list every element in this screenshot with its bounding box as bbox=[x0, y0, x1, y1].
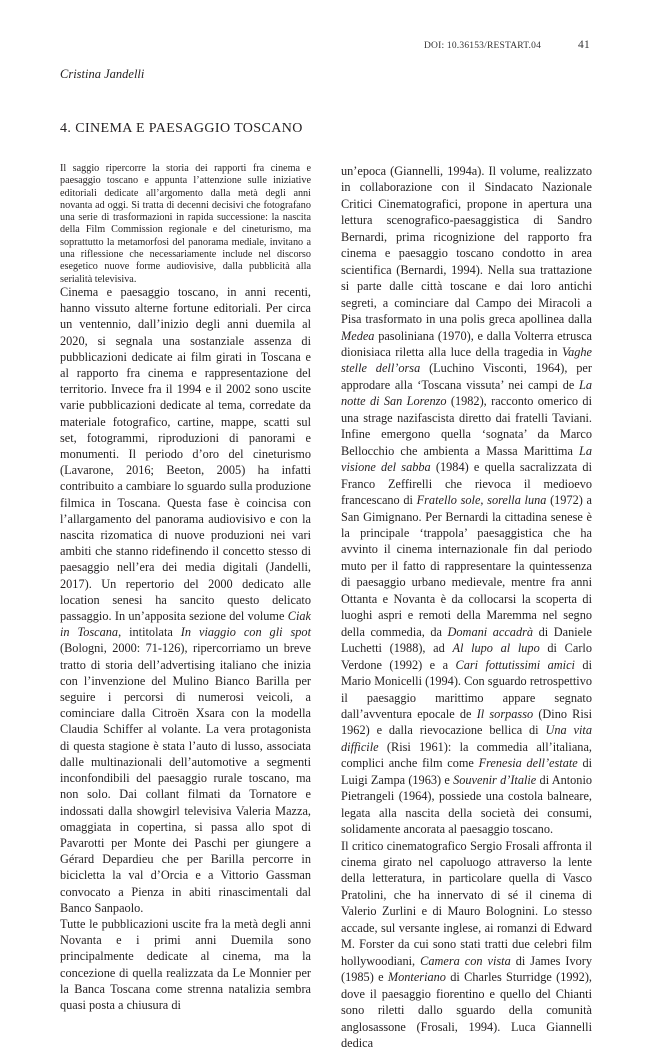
film-title: Una vita difficile bbox=[341, 723, 592, 754]
title-ciak-in-toscana: Ciak in Toscana bbox=[60, 609, 311, 640]
text-run: di James Ivory (1985) e bbox=[341, 953, 592, 985]
film-title: Souvenir d’Italie bbox=[453, 772, 537, 787]
film-title: La notte di San Lorenzo bbox=[341, 377, 592, 409]
text-run: (Risi 1961): la commedia all’italiana, complici anche film come bbox=[341, 739, 592, 771]
left-column bbox=[60, 284, 311, 1013]
running-author: Cristina Jandelli bbox=[60, 67, 145, 81]
text-run: Il critico cinematografico Sergio Frosali affronta il cinema girato nel capoluogo attraverso la lente della letteratura, in particolare quella di Vasco Pratolini, che ha innervato di sé il cinema di Valerio Zurlini e di Mauro Bolognini. Lo stesso accade, sul versante inglese, ai romanzi di Edward M. Forster da cui sono stati tratti due celebri film hollywoodiani, bbox=[341, 838, 592, 968]
text-run: (1972) a San Gimignano. Per Bernardi la cittadina senese è la principale ‘trappola’ paesaggistica che ha avvinto il cinema internazionale fin dal periodo muto per il fatto di rappresentare la quintessenza di paesaggio urbano medievale, mentre fra anni Ottanta e Novanta è da collocarsi la scoperta di luoghi aspri e remoti della Maremma nel segno della commedia, da bbox=[341, 493, 592, 639]
text-run: (1984) e quella sacralizzata di Franco Zeffirelli che rievoca il medioevo francescano di bbox=[341, 460, 592, 508]
text-run: pasoliniana (1970), e dalla Volterra etrusca dionisiaca riletta alla luce della tragedia in bbox=[341, 328, 592, 359]
film-title: Domani accadrà bbox=[447, 624, 534, 639]
right-column bbox=[341, 163, 592, 1051]
right-paragraph-1 bbox=[341, 163, 592, 838]
text-run: di Charles Sturridge (1992), dove il paesaggio fiorentino e quello del Chianti sono riletti dallo sguardo della comunità anglosassone (Frosali, 1994). Luca Giannelli dedica bbox=[341, 970, 592, 1051]
film-title: Frenesia dell’estate bbox=[478, 756, 578, 771]
film-title: La visione del sabba bbox=[341, 443, 592, 475]
film-title: Il sorpasso bbox=[476, 706, 534, 721]
doi-label: DOI: 10.36153/RESTART.04 bbox=[424, 41, 542, 51]
text-run: un’epoca (Giannelli, 1994a). Il volume, realizzato in collaborazione con il Sindacato Nazionale Critici Cinematografici, propone in apertura una lettura scenografico-paesaggistica di Sandro Bernardi, prima ricognizione del rapporto fra cinema e paesaggio toscano condotto in area scientifica (Bernardi, 1994). Nella sua trattazione si parte dalle città toscane e dai loro antichi segreti, a cominciare dal Campo dei Miracoli a Pisa trasformato in una polis greca apollinea dalla bbox=[341, 164, 592, 327]
film-title: Cari fottutissimi amici bbox=[455, 657, 575, 672]
film-title: Monteriano bbox=[387, 970, 446, 985]
text-run: di Luigi Zampa (1963) e bbox=[341, 756, 593, 787]
film-title: Fratello sole, sorella luna bbox=[416, 493, 547, 508]
film-title: Camera con vista bbox=[420, 953, 511, 968]
left-paragraph-2: Tutte le pubblicazioni uscite fra la metà degli anni Novanta e i primi anni Duemila sono principalmente dedicate al cinema, ma la concezione di quella realizzata da Le Monnier per la Banca Toscana come strenna natalizia sembra quasi posta a chiusura di bbox=[60, 916, 311, 1012]
left-paragraph-1 bbox=[60, 284, 311, 916]
page-number: 41 bbox=[578, 39, 590, 51]
text-run: di Carlo Verdone (1992) e a bbox=[341, 641, 592, 672]
text-run: (1982), racconto omerico di una strage nazifascista diretto dai fratelli Taviani. Infine emergono quella ‘sognata’ da Marco Bellocchio che ambienta a Massa Marittima bbox=[341, 394, 592, 458]
text-run: (Luchino Visconti, 1964), per approdare alla ‘Toscana vissuta’ nei campi de bbox=[341, 361, 592, 392]
abstract bbox=[60, 163, 311, 286]
text-run: di Antonio Pietrangeli (1964), possiede una costola balneare, legata alla nascita della società dei consumi, solidamente ancorata al paesaggio toscano. bbox=[341, 772, 593, 837]
film-title: Medea bbox=[341, 328, 375, 343]
text-run: di Daniele Luchetti (1988), ad bbox=[341, 624, 592, 656]
text-run: (Dino Risi 1962) e dalla rievocazione bellica di bbox=[341, 706, 593, 738]
text-run: , intitolata bbox=[118, 625, 181, 640]
text-run: (Bologni, 2000: 71-126), ripercorriamo un breve tratto di storia dell’advertising italiano che inizia con l’invenzione del Mulino Bianco Barilla per seguire i percorsi di numerosi veicoli, a cominciare dalla Citroën Xsara con la modella Claudia Schiffer al volante. La vera protagonista di questa stagione è stata l’auto di lusso, associata dalle multinazionali dell’automotive a segmenti inconfondibili del paesaggio rurale toscano, ma non solo. Dai collant filmati da Tornatore e indossati dalla showgirl televisiva Valeria Mazza, omaggiata in copertina, si passa allo spot di Pavarotti per Monte dei Paschi per giungere a Gérard Depardieu che per Barilla percorre in bicicletta la val d’Orcia e a Vittorio Gassman convocato a Pienza in abiti rinascimentali dal Banco Sanpaolo. bbox=[60, 641, 311, 915]
film-title: Al lupo al lupo bbox=[452, 641, 540, 656]
right-paragraph-2 bbox=[341, 838, 592, 1051]
section-title: 4. CINEMA E PAESAGGIO TOSCANO bbox=[60, 121, 303, 136]
text-run: di Mario Monicelli (1994). Con sguardo retrospettivo il paesaggio marittimo appare segnato dall’avventura epocale de bbox=[341, 657, 592, 721]
film-title: Vaghe stelle dell’orsa bbox=[341, 344, 592, 376]
text-run: Cinema e paesaggio toscano, in anni recenti, hanno vissuto alterne fortune editoriali. Per circa un ventennio, dall’inizio degli anni duemila al 2020, si segnala una sostanziale assenza di pubblicazioni dedicate ai film girati in Toscana e al rapporto fra cinema e rappresentazione del territorio. Invece fra il 1994 e il 2002 sono uscite varie pubblicazioni dedicate al tema, corredate da materiale fotografico, cartine, mappe, scatti sul set, fotogrammi, riproduzioni di panorami e monumenti. Il periodo d’oro del cineturismo (Lavarone, 2016; Beeton, 2005) ha infatti contribuito a cambiare lo sguardo sulla produzione filmica in Toscana. Questa fase è coincisa con l’allargamento del panorama audiovisivo e con la nascita rizomatica di nuove produzioni nei vari ambiti che stanno ridefinendo il concetto stesso di paesaggio nell’era dei media digitali (Jandelli, 2017). Un repertorio del 2000 dedicato alle location senesi ha sancito questo delicato passaggio. In un’apposita sezione del volume bbox=[60, 285, 311, 624]
abstract-text: Il saggio ripercorre la storia dei rapporti fra cinema e paesaggio toscano e appunta l’attenzione sulle iniziative editoriali dedicate all’argomento dalla metà degli anni novanta ad oggi. Si tratta di decenni decisivi che fotografano una serie di trasformazioni in rapida successione: la nascita della Film Commission regionale e del cineturismo, ma soprattutto la metamorfosi del panorama mediale, invitano a una riflessione che necessariamente include nel discorso esegetico nuove forme audiovisive, dalla pubblicità alla serialità televisiva. bbox=[60, 163, 311, 285]
title-in-viaggio: In viaggio con gli spot bbox=[180, 625, 312, 640]
